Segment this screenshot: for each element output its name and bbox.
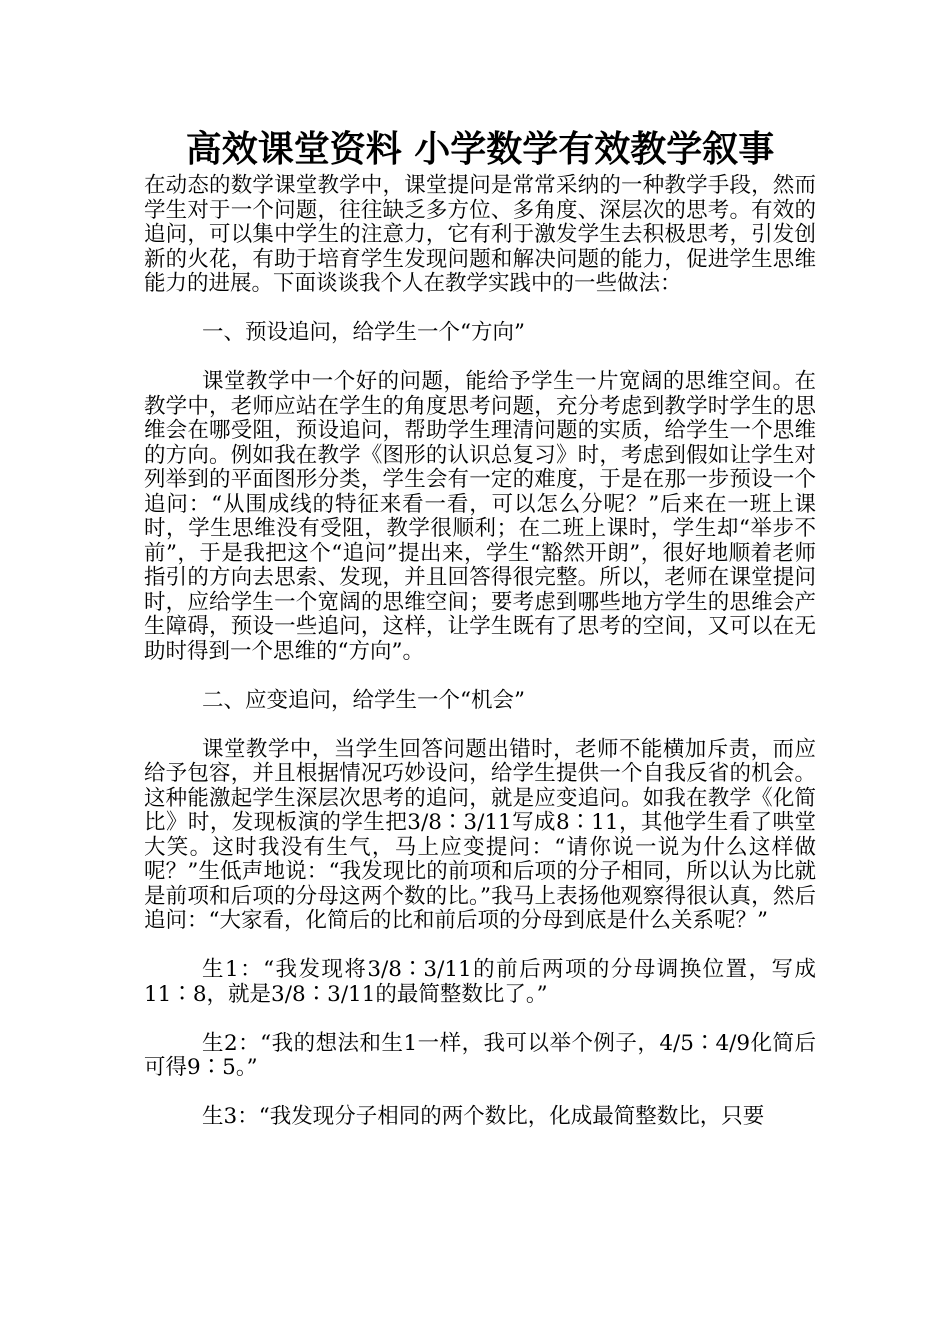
intro-paragraph: 在动态的数学课堂教学中，课堂提问是常常采纳的一种教学手段，然而学生对于一个问题，往往缺乏多方位、多角度、深层次的思考。有效的追问，可以集中学生的注意力，它有利于激发学生去积极思考，引发创新的火花，有助于培育学生发现问题和解决问题的能力，促进学生思维能力的进展。下面谈谈我个人在教学实践中的一些做法： bbox=[144, 173, 816, 296]
student-3-answer: 生3：“我发现分子相同的两个数比，化成最简整数比，只要 bbox=[202, 1104, 765, 1129]
section-heading-1: 一、预设追问，给学生一个“方向” bbox=[202, 320, 526, 345]
document-title: 高效课堂资料 小学数学有效教学叙事 bbox=[185, 128, 775, 170]
student-1-answer: 生1：“我发现将3/8∶3/11的前后两项的分母调换位置，写成11∶8，就是3/8∶3/11的最简整数比了。” bbox=[144, 957, 816, 1007]
student-2-answer: 生2：“我的想法和生1一样，我可以举个例子，4/5∶4/9化简后可得9∶5。” bbox=[144, 1030, 816, 1080]
section-heading-2: 二、应变追问，给学生一个“机会” bbox=[202, 687, 526, 713]
section-2-paragraph: 课堂教学中，当学生回答问题出错时，老师不能横加斥责，而应给予包容，并且根据情况巧妙设问，给学生提供一个自我反省的机会。这种能激起学生深层次思考的追问，就是应变追问。如我在教学《化简比》时，发现板演的学生把3/8∶3/11写成8∶11，其他学生看了哄堂大笑。这时我没有生气，马上应变提问：“请你说一说为什么这样做呢？”生低声地说：“我发现比的前项和后项的分子相同，所以认为比就是前项和后项的分母这两个数的比。”我马上表扬他观察得很认真，然后追问：“大家看，化简后的比和前后项的分母到底是什么关系呢？” bbox=[144, 736, 816, 933]
document-body bbox=[144, 124, 816, 1130]
section-1-paragraph: 课堂教学中一个好的问题，能给予学生一片宽阔的思维空间。在教学中，老师应站在学生的角度思考问题，充分考虑到教学时学生的思维会在哪受阻，预设追问，帮助学生理清问题的实质，给学生一个思维的方向。例如我在教学《图形的认识总复习》时，考虑到假如让学生对列举到的平面图形分类，学生会有一定的难度，于是在那一步预设一个追问：“从围成线的特征来看一看，可以怎么分呢？”后来在一班上课时，学生思维没有受阻，教学很顺利；在二班上课时，学生却“举步不前”，于是我把这个“追问”提出来，学生“豁然开朗”，很好地顺着老师指引的方向去思索、发现，并且回答得很完整。所以，老师在课堂提问时，应给学生一个宽阔的思维空间；要考虑到哪些地方学生的思维会产生障碍，预设一些追问，这样，让学生既有了思考的空间，又可以在无助时得到一个思维的“方向”。 bbox=[144, 369, 816, 664]
